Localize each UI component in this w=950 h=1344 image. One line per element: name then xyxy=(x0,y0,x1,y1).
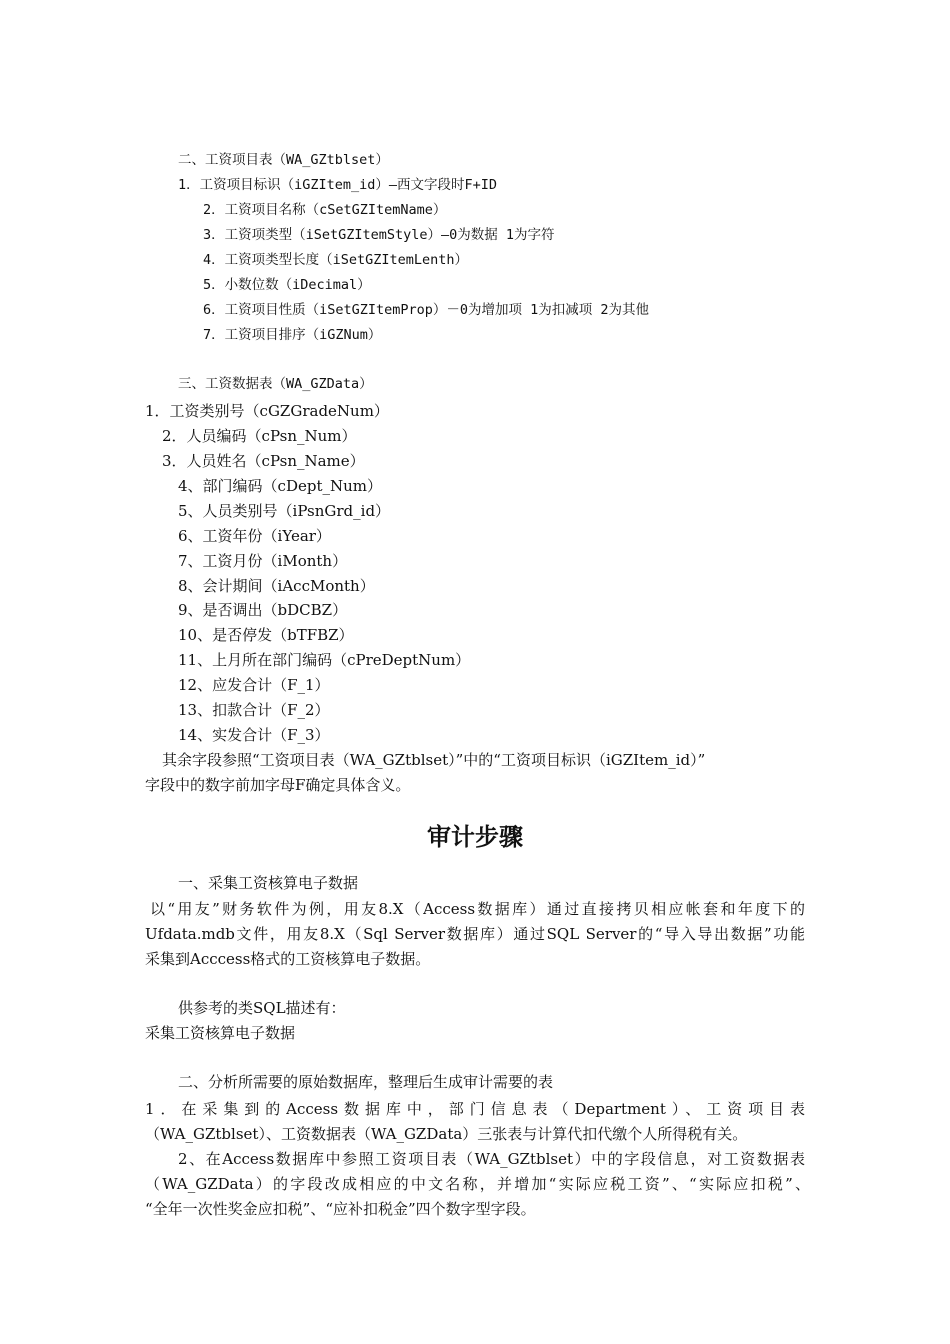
paragraph-line: （WA_GZData）的字段改成相应的中文名称，并增加“实际应税工资”、“实际应扣税”、 xyxy=(145,1175,810,1193)
list-item: 4、部门编码（cDept_Num） xyxy=(178,477,382,495)
list-item: 6、工资年份（iYear） xyxy=(178,527,331,545)
list-item: 5、人员类别号（iPsnGrd_id） xyxy=(178,502,391,520)
paragraph-line: “全年一次性奖金应扣税”、“应补扣税金”四个数字型字段。 xyxy=(145,1200,536,1218)
section-title: 二、工资项目表（WA_GZtblset） xyxy=(178,152,389,168)
list-item: 1．工资项目标识（iGZItem_id）—西文字段时F+ID xyxy=(178,177,498,193)
list-item: 13、扣款合计（F_2） xyxy=(178,701,330,719)
list-item: 6．工资项目性质（iSetGZItemProp）－0为增加项 1为扣减项 2为其他 xyxy=(203,302,650,318)
paragraph-line: （WA_GZtblset）、工资数据表（WA_GZData）三张表与计算代扣代缴个人所得税有关。 xyxy=(145,1125,748,1143)
list-item: 2．工资项目名称（cSetGZItemName） xyxy=(203,202,447,218)
list-item: 2．人员编码（cPsn_Num） xyxy=(162,427,357,445)
step-title: 一、采集工资核算电子数据 xyxy=(178,874,359,892)
list-item: 7、工资月份（iMonth） xyxy=(178,552,348,570)
paragraph-line: Ufdata.mdb文件，用友8.X（Sql Server数据库）通过SQL Server的“导入导出数据”功能 xyxy=(145,925,805,943)
paragraph-line: 1．在采集到的Access数据库中，部门信息表（Department）、工资项目表 xyxy=(145,1100,805,1118)
list-item: 4．工资项类型长度（iSetGZItemLenth） xyxy=(203,252,469,268)
step-title: 二、分析所需要的原始数据库，整理后生成审计需要的表 xyxy=(178,1073,554,1091)
paragraph-line: 以“用友”财务软件为例，用友8.X（Access数据库）通过直接拷贝相应帐套和年度下的 xyxy=(150,900,805,918)
list-item: 12、应发合计（F_1） xyxy=(178,676,330,694)
sql-title: 采集工资核算电子数据 xyxy=(145,1024,296,1042)
page-heading: 审计步骤 xyxy=(427,823,523,851)
list-item: 14、实发合计（F_3） xyxy=(178,726,330,744)
paragraph-line: 2、在Access数据库中参照工资项目表（WA_GZtblset）中的字段信息，对工资数据表 xyxy=(178,1150,805,1168)
paragraph-line: 采集到Acccess格式的工资核算电子数据。 xyxy=(145,950,431,968)
list-item: 10、是否停发（bTFBZ） xyxy=(178,626,354,644)
sql-intro: 供参考的类SQL描述有： xyxy=(178,999,346,1017)
section-title: 三、工资数据表（WA_GZData） xyxy=(178,376,373,392)
list-item: 7．工资项目排序（iGZNum） xyxy=(203,327,382,343)
list-item: 8、会计期间（iAccMonth） xyxy=(178,577,375,595)
list-item: 3．工资项类型（iSetGZItemStyle）—0为数据 1为字符 xyxy=(203,227,555,243)
note-text: 字段中的数字前加字母F确定具体含义。 xyxy=(145,776,411,794)
list-item: 5．小数位数（iDecimal） xyxy=(203,277,371,293)
list-item: 11、上月所在部门编码（cPreDeptNum） xyxy=(178,651,471,669)
note-text: 其余字段参照“工资项目表（WA_GZtblset）”中的“工资项目标识（iGZItem_id）” xyxy=(162,751,706,769)
list-item: 1．工资类别号（cGZGradeNum） xyxy=(145,402,389,420)
list-item: 3．人员姓名（cPsn_Name） xyxy=(162,452,365,470)
list-item: 9、是否调出（bDCBZ） xyxy=(178,601,348,619)
